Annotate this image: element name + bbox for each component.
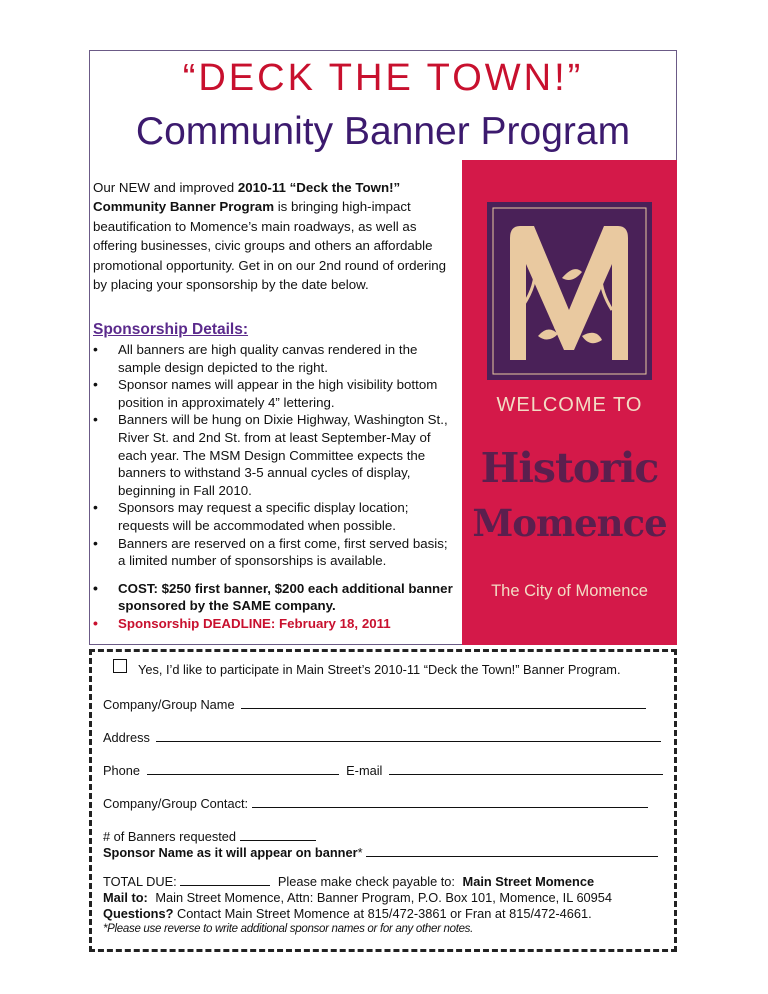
contact-label: Company/Group Contact: bbox=[103, 796, 249, 811]
list-item: • Banners are reserved on a first come, first served basis; a limited number of sponsorships is available. bbox=[93, 535, 455, 570]
total-input[interactable] bbox=[180, 874, 270, 886]
phone-email-row bbox=[103, 763, 663, 778]
participate-checkbox[interactable] bbox=[113, 659, 127, 673]
banner-welcome-text: WELCOME TO bbox=[496, 394, 643, 416]
contact-row bbox=[103, 796, 648, 811]
address-row bbox=[103, 730, 661, 745]
list-item: • Sponsors may request a specific display location; requests will be accommodated when possible. bbox=[93, 499, 455, 534]
phone-label: Phone bbox=[103, 763, 141, 778]
email-input[interactable] bbox=[389, 763, 663, 775]
sponsor-name-label: Sponsor Name as it will appear on banner bbox=[103, 845, 358, 860]
list-item: • All banners are high quality canvas rendered in the sample design depicted to the right. bbox=[93, 341, 455, 376]
banners-label: # of Banners requested bbox=[103, 829, 237, 844]
company-label: Company/Group Name bbox=[103, 697, 235, 712]
banner-historic-text: Historic bbox=[480, 444, 659, 492]
phone-input[interactable] bbox=[147, 763, 339, 775]
company-row bbox=[103, 697, 646, 712]
sponsor-name-input[interactable] bbox=[366, 845, 658, 857]
email-label: E-mail bbox=[346, 763, 383, 778]
payable-to: Main Street Momence bbox=[462, 874, 595, 889]
mail-row: Mail to: Main Street Momence, Attn: Banner Program, P.O. Box 101, Momence, IL 60954 bbox=[103, 890, 613, 905]
list-item: • Banners will be hung on Dixie Highway, Washington St., River St. and 2nd St. from at least September-May of each year. The MSM Design Committee expects the banners to withstand 3-5 annual cycles of display, beginning in Fall 2010. bbox=[93, 411, 455, 499]
total-row: TOTAL DUE: Please make check payable to: Main Street Momence bbox=[103, 874, 595, 889]
participate-label: Yes, I’d like to participate in Main Street’s 2010-11 “Deck the Town!” Banner Program. bbox=[138, 662, 621, 677]
title-community-banner-program: Community Banner Program bbox=[135, 110, 631, 153]
banner-city-text: The City of Momence bbox=[491, 582, 648, 600]
reverse-note: *Please use reverse to write additional sponsor names or for any other notes. bbox=[103, 923, 474, 935]
questions-row: Questions? Contact Main Street Momence at 815/472-3861 or Fran at 815/472-4661. bbox=[103, 906, 592, 921]
banners-row bbox=[103, 829, 316, 844]
total-label: TOTAL DUE: bbox=[103, 874, 177, 889]
deadline-item: • Sponsorship DEADLINE: February 18, 2011 bbox=[93, 615, 455, 633]
cost-item: • COST: $250 first banner, $200 each additional banner sponsored by the SAME company. bbox=[93, 580, 455, 615]
address-input[interactable] bbox=[156, 730, 661, 742]
banners-input[interactable] bbox=[240, 829, 316, 841]
address-label: Address bbox=[103, 730, 150, 745]
sponsorship-details-heading: Sponsorship Details: bbox=[93, 321, 249, 338]
list-item: • Sponsor names will appear in the high visibility bottom position in approximately 4” lettering. bbox=[93, 376, 455, 411]
intro-paragraph: Our NEW and improved 2010-11 “Deck the Town!” Community Banner Program is bringing high-impact beautification to Momence’s main roadways, as well as offering businesses, civic groups and others an affordable promotional opportunity. Get in on our 2nd round of ordering by placing your sponsorship by the date below. bbox=[93, 180, 447, 293]
sponsor-name-row: Sponsor Name as it will appear on banner* bbox=[103, 845, 658, 860]
contact-input[interactable] bbox=[252, 796, 648, 808]
title-deck-the-town: “DECK THE TOWN!” bbox=[182, 57, 584, 99]
banner-momence-text: Momence bbox=[472, 501, 667, 545]
company-input[interactable] bbox=[241, 697, 646, 709]
sponsorship-details-list bbox=[93, 341, 455, 633]
